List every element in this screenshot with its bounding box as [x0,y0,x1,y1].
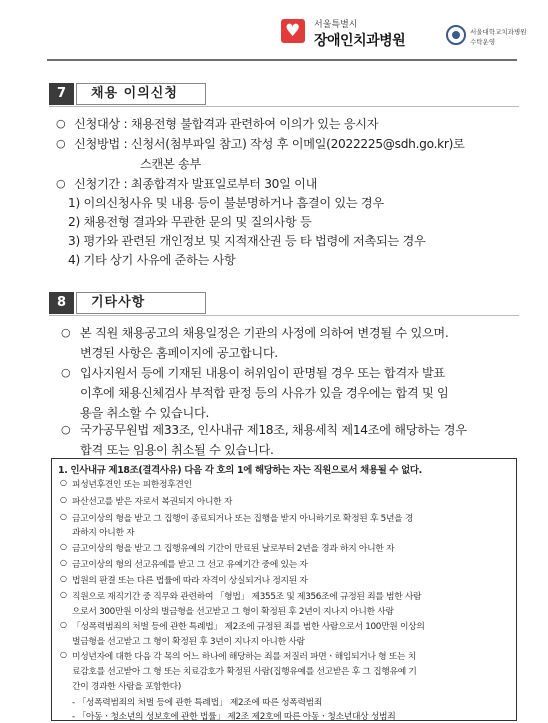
university-name: 서울대학교치과병원 [470,28,527,36]
bullet-icon: ○ [56,137,66,150]
section-title: 기타사항 [76,292,206,314]
box-item: 직원으로 재직기간 중 직무와 관련하여 「형법」 제355조 및 제356조에 규정된 죄를 범한 사람 [72,592,422,602]
section-title: 채용 이의신청 [76,83,206,105]
heart-icon [281,19,305,43]
bullet-icon: ○ [56,117,66,130]
bullet-icon: ○ [60,650,67,659]
apply-target: 신청대상 : 채용전형 불합격과 관련하여 이의가 있는 응시자 [74,117,379,131]
notice-paragraph: 합격 또는 임용이 취소될 수 있습니다. [80,443,274,457]
box-item: 피성년후견인 또는 피한정후견인 [72,480,192,490]
university-seal-icon [446,25,466,45]
sub-item: 3) 평가와 관련된 개인정보 및 지적재산권 등 타 법령에 저촉되는 경우 [68,234,426,248]
box-item: 파산선고를 받은 자로서 복권되지 아니한 자 [72,497,233,507]
section-divider [49,106,519,107]
bullet-icon: ○ [61,366,71,379]
disqualification-box [51,458,517,721]
notice-paragraph: 용을 취소할 수 있습니다. [80,406,210,420]
box-item-cont: 벌금형을 선고받고 그 형이 확정된 후 3년이 지나지 아니한 사람 [72,637,305,647]
bullet-icon: ○ [60,512,67,521]
notice-paragraph: 변경된 사항은 홈페이지에 공고합니다. [80,346,278,360]
bullet-icon: ○ [61,326,71,339]
page-header [0,0,548,64]
notice-paragraph: 이후에 채용신체검사 부적합 판정 등의 사유가 있을 경우에는 합격 및 임 [80,386,449,400]
section-number: 8 [49,292,74,314]
apply-period: 신청기간 : 최종합격자 발표일로부터 30일 이내 [74,177,318,191]
bullet-icon: ○ [60,558,67,567]
bullet-icon: ○ [56,177,66,190]
bullet-icon: ○ [60,478,67,487]
apply-method-cont: 스캔본 송부 [140,157,201,171]
sub-item: 2) 채용전형 결과와 무관한 문의 및 질의사항 등 [68,215,312,229]
box-dash-item: - 「아동ㆍ청소년의 성보호에 관한 법률」 제2조 제2호에 따른 아동ㆍ청소년대상 성범죄 [72,712,396,722]
bullet-icon: ○ [60,542,67,551]
box-item: 「성폭력범죄의 처벌 등에 관한 특례법」 제2조에 규정된 죄를 범한 사람으로서 100만원 이상의 [72,622,425,632]
section-divider [49,315,519,316]
city-label: 서울특별시 [314,20,358,30]
box-item-cont: 과하지 아니한 자 [72,528,135,538]
bullet-icon: ○ [60,574,67,583]
notice-paragraph: 국가공무원법 제33조, 인사내규 제18조, 채용세칙 제14조에 해당하는 경우 [80,423,467,437]
hospital-name: 장애인치과병원 [314,33,406,49]
box-title: 1. 인사내규 제18조(결격사유) 다음 각 호의 1에 해당하는 자는 직원으로서 채용될 수 없다. [58,465,422,476]
box-dash-item: - 「성폭력범죄의 처벌 등에 관한 특례법」 제2조에 따른 성폭력범죄 [72,698,323,708]
box-item: 법원의 판결 또는 다른 법률에 따라 자격이 상실되거나 정지된 자 [72,576,308,586]
university-logo [446,25,546,55]
bullet-icon: ○ [60,495,67,504]
notice-paragraph: 본 직원 채용공고의 채용일정은 기관의 사정에 의하여 변경될 수 있으며. [80,326,449,340]
bullet-icon: ○ [60,590,67,599]
section-number: 7 [49,83,74,105]
box-item: 미성년자에 대한 다음 각 목의 어느 하나에 해당하는 죄를 저질러 파면ㆍ해임되거나 형 또는 치 [72,652,416,662]
bullet-icon: ○ [60,620,67,629]
section-8-heading [49,292,519,314]
header-divider [47,59,517,61]
box-item: 금고이상의 형을 받고 그 집행유예의 기간이 만료된 날로부터 2년을 경과 하지 아니한 자 [72,544,395,554]
bullet-icon: ○ [61,423,71,436]
box-item-cont: 료감호를 선고받아 그 형 또는 치료감호가 확정된 사람(집행유예를 선고받은 후 그 집행유예 기 [72,667,417,677]
apply-method: 신청방법 : 신청서(첨부파일 참고) 작성 후 이메일(2022225@sdh.go.kr)로 [74,137,465,151]
sub-item: 4) 기타 상기 사유에 준하는 사항 [68,253,236,267]
box-item-cont: 간이 경과한 사람을 포함한다) [72,682,181,692]
box-item: 금고이상의 형을 받고 그 집행이 종료되거나 또는 집행을 받지 아니하기로 확정된 후 5년을 경 [72,514,414,524]
hospital-logo [281,14,441,54]
box-item: 금고이상의 형의 선고유예를 받고 그 선고 유예기간 중에 있는 자 [72,560,308,570]
sub-item: 1) 이의신청사유 및 내용 등이 불분명하거나 흠결이 있는 경우 [68,196,384,210]
box-item-cont: 으로서 300만원 이상의 벌금형을 선고받고 그 형이 확정된 후 2년이 지나지 아니한 사람 [72,607,394,617]
section-7-heading [49,83,519,105]
notice-paragraph: 입사지원서 등에 기재된 내용이 허위임이 판명될 경우 또는 합격자 발표 [80,366,445,380]
university-operation-label: 수탁운영 [470,38,496,46]
